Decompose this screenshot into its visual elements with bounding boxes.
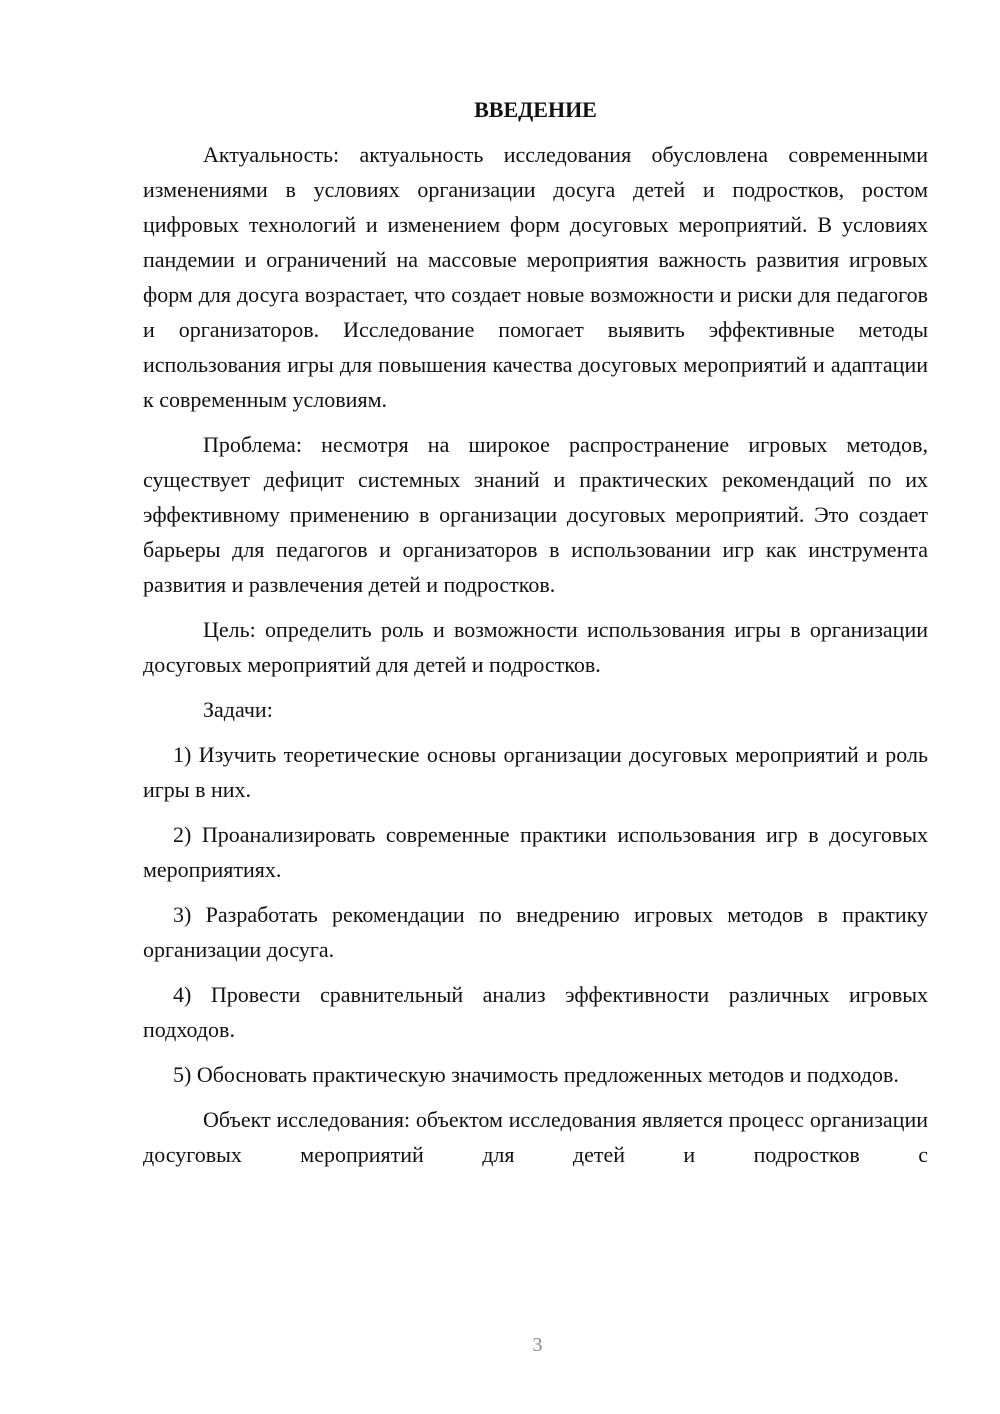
section-heading: ВВЕДЕНИЕ	[474, 97, 597, 122]
task-item-1: 1) Изучить теоретические основы организации досуговых мероприятий и роль игры в них.	[143, 742, 928, 802]
task-item-5: 5) Обосновать практическую значимость предложенных методов и подходов.	[173, 1062, 899, 1087]
document-page	[143, 92, 928, 1172]
goal-paragraph: Цель: определить роль и возможности использования игры в организации досуговых мероприятий для детей и подростков.	[143, 617, 928, 677]
task-item-4: 4) Провести сравнительный анализ эффективности различных игровых подходов.	[143, 982, 928, 1042]
task-item-2: 2) Проанализировать современные практики использования игр в досуговых мероприятиях.	[143, 822, 928, 882]
tasks-label: Задачи:	[203, 697, 273, 722]
object-paragraph: Объект исследования: объектом исследования является процесс организации досуговых мероприятий для детей и подростков с	[143, 1107, 928, 1167]
relevance-paragraph: Актуальность: актуальность исследования обусловлена современными изменениями в условиях организации досуга детей и подростков, ростом цифровых технологий и изменением форм досуговых мероприятий. В условиях пандемии и ограничений на массовые мероприятия важность развития игровых форм для досуга возрастает, что создает новые возможности и риски для педагогов и организаторов. Исследование помогает выявить эффективные методы использования игры для повышения качества досуговых мероприятий и адаптации к современным условиям.	[143, 142, 928, 412]
page-number: 3	[532, 1334, 543, 1356]
task-item-3: 3) Разработать рекомендации по внедрению игровых методов в практику организации досуга.	[143, 902, 928, 962]
problem-paragraph: Проблема: несмотря на широкое распространение игровых методов, существует дефицит системных знаний и практических рекомендаций по их эффективному применению в организации досуговых мероприятий. Это создает барьеры для педагогов и организаторов в использовании игр как инструмента развития и развлечения детей и подростков.	[143, 432, 928, 597]
